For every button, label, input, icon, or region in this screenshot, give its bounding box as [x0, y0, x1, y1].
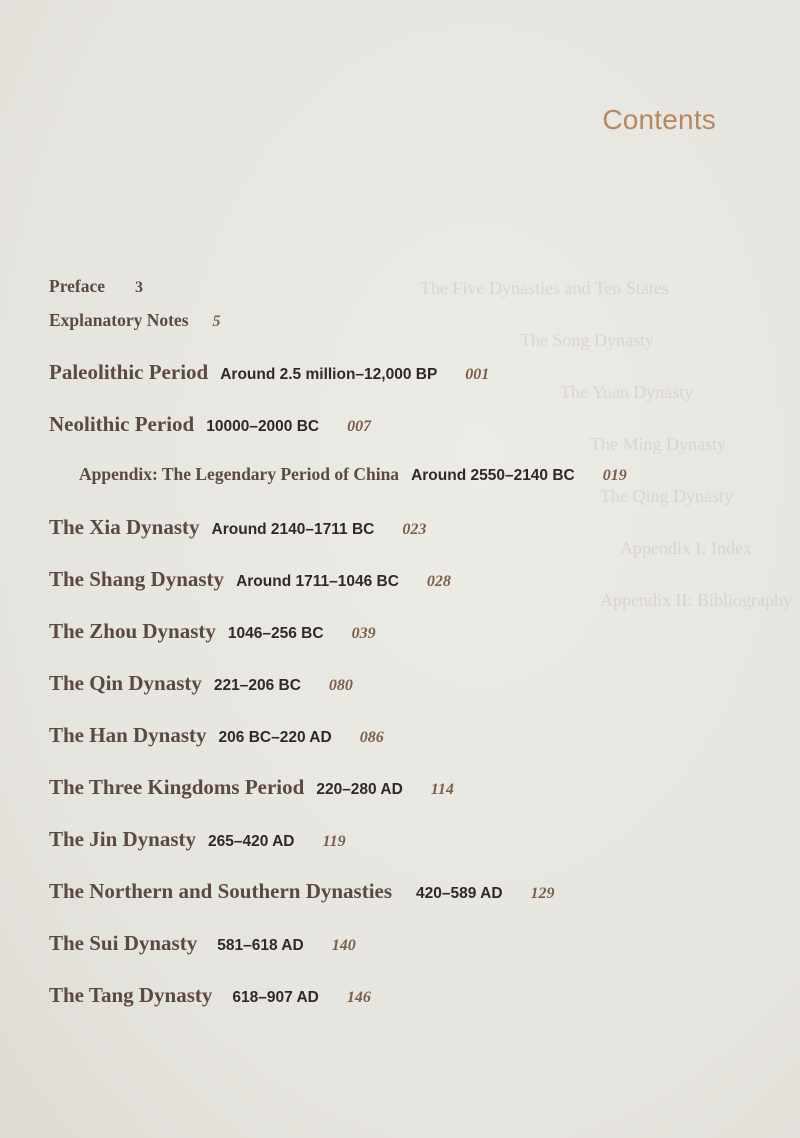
- entry-title: The Northern and Southern Dynasties: [49, 879, 393, 903]
- entry-title: The Jin Dynasty: [49, 827, 197, 851]
- toc-entry-appendix-legendary[interactable]: [79, 464, 627, 485]
- show-through-text: The Song Dynasty: [520, 330, 654, 350]
- entry-title: Explanatory Notes: [49, 310, 189, 330]
- entry-page-number: 039: [351, 625, 376, 642]
- entry-dates: Around 2.5 million–12,000 BP: [220, 366, 438, 383]
- entry-page-number: 5: [212, 313, 221, 330]
- entry-title: The Qin Dynasty: [49, 671, 202, 695]
- entry-page-number: 140: [331, 937, 356, 954]
- entry-title: Appendix: The Legendary Period of China: [79, 464, 400, 484]
- toc-entry-shang[interactable]: [49, 567, 451, 592]
- entry-dates: 265–420 AD: [208, 833, 295, 850]
- entry-title: Preface: [49, 276, 106, 296]
- toc-entry-paleolithic[interactable]: [49, 360, 489, 385]
- show-through-text: The Ming Dynasty: [590, 434, 726, 454]
- entry-dates: 420–589 AD: [416, 885, 503, 902]
- entry-dates: 618–907 AD: [232, 989, 319, 1006]
- toc-entry-sui[interactable]: [49, 931, 356, 956]
- entry-dates: 10000–2000 BC: [206, 418, 320, 435]
- entry-page-number: 119: [322, 833, 346, 850]
- entry-title: Neolithic Period: [49, 412, 195, 436]
- show-through-text: The Five Dynasties and Ten States: [420, 278, 669, 298]
- entry-page-number: 3: [135, 279, 144, 296]
- show-through-text: Appendix II: Bibliography: [600, 590, 792, 610]
- entry-page-number: 114: [430, 781, 454, 798]
- entry-title: Paleolithic Period: [49, 360, 209, 384]
- show-through-text: The Qing Dynasty: [600, 486, 733, 506]
- entry-dates: 220–280 AD: [316, 781, 403, 798]
- entry-title: The Xia Dynasty: [49, 515, 200, 539]
- toc-entry-northern-southern[interactable]: [49, 879, 555, 904]
- entry-title: The Shang Dynasty: [49, 567, 225, 591]
- entry-dates: 1046–256 BC: [227, 625, 324, 642]
- show-through-text: Appendix I: Index: [620, 538, 752, 558]
- entry-dates: 581–618 AD: [217, 937, 304, 954]
- toc-entry-neolithic[interactable]: [49, 412, 371, 437]
- toc-entry-preface[interactable]: [49, 276, 143, 297]
- entry-page-number: 007: [347, 418, 372, 435]
- toc-entry-jin[interactable]: [49, 827, 346, 852]
- entry-dates: 221–206 BC: [213, 677, 301, 694]
- entry-dates: Around 1711–1046 BC: [236, 573, 399, 590]
- toc-entry-zhou[interactable]: [49, 619, 376, 644]
- entry-page-number: 019: [602, 467, 627, 484]
- entry-page-number: 129: [530, 885, 555, 902]
- entry-title: The Han Dynasty: [49, 723, 207, 747]
- show-through-text: The Yuan Dynasty: [560, 382, 694, 402]
- toc-entry-explanatory-notes[interactable]: [49, 310, 221, 331]
- entry-page-number: 080: [328, 677, 353, 694]
- entry-dates: Around 2140–1711 BC: [211, 521, 375, 538]
- entry-page-number: 028: [426, 573, 451, 590]
- entry-title: The Sui Dynasty: [49, 931, 198, 955]
- entry-page-number: 146: [346, 989, 371, 1006]
- entry-page-number: 001: [465, 366, 490, 383]
- toc-entry-three-kingdoms[interactable]: [49, 775, 454, 800]
- entry-title: The Tang Dynasty: [49, 983, 213, 1007]
- entry-title: The Zhou Dynasty: [49, 619, 216, 643]
- toc-entry-xia[interactable]: [49, 515, 426, 540]
- entry-dates: 206 BC–220 AD: [218, 729, 332, 746]
- contents-heading: Contents: [602, 104, 716, 135]
- entry-title: The Three Kingdoms Period: [49, 775, 305, 799]
- toc-entry-han[interactable]: [49, 723, 384, 748]
- toc-entry-qin[interactable]: [49, 671, 353, 696]
- entry-page-number: 023: [402, 521, 427, 538]
- entry-dates: Around 2550–2140 BC: [411, 467, 575, 484]
- toc-entry-tang[interactable]: [49, 983, 371, 1008]
- entry-page-number: 086: [359, 729, 384, 746]
